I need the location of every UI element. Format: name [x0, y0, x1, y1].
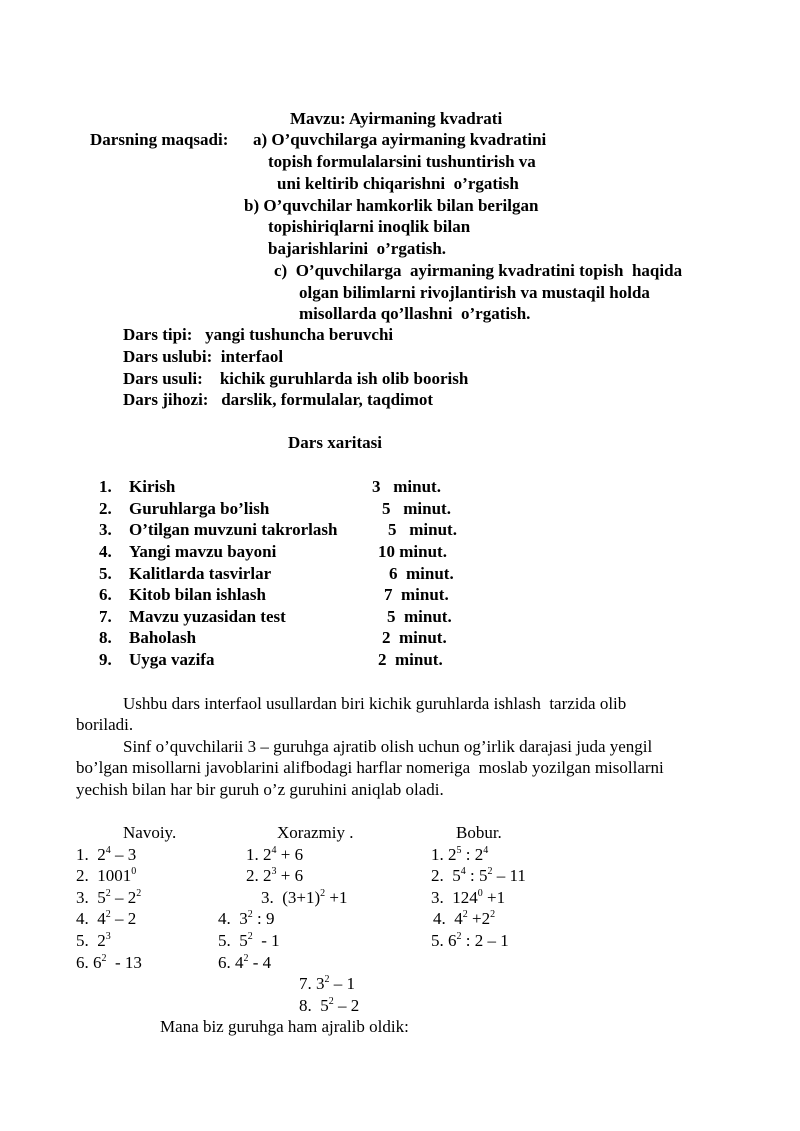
closing-line: Mana biz guruhga ham ajralib oldik:	[160, 1017, 409, 1036]
plan-item-num: 4.	[99, 542, 112, 561]
exercise: 2. 1001$^0$	[76, 866, 137, 885]
plan-item-label: O’tilgan muvzuni takrorlash	[129, 520, 338, 539]
goal-b-line-3: bajarishlarini o’rgatish.	[268, 239, 447, 258]
paragraph-2-line-3: yechish bilan har bir guruh o’z guruhini aniqlab oladi.	[76, 780, 444, 799]
goal-b-line-2: topishiriqlarni inoqlik bilan	[268, 217, 471, 236]
paragraph-1-line-2: boriladi.	[76, 715, 134, 734]
goal-c-line-2: olgan bilimlarni rivojlantirish va mustaqil holda	[299, 283, 650, 302]
plan-item-num: 2.	[99, 499, 112, 518]
exercise: 1. $2^4 + 6$	[246, 845, 304, 864]
lesson-method: Dars usuli: kichik guruhlarda ish olib boorish	[123, 369, 469, 388]
exercise: 1. $2^4 - 3$	[76, 845, 137, 864]
exercise: 6. $4^2 - 4$	[218, 953, 272, 972]
goal-b-line-1: b) O’quvchilar hamkorlik bilan berilgan	[244, 196, 539, 215]
plan-item-num: 1.	[99, 477, 112, 496]
plan-item-time: 2 minut.	[378, 650, 443, 669]
paragraph-2-line-1: Sinf o’quvchilarii 3 – guruhga ajratib olish uchun og’irlik darajasi juda yengil	[123, 737, 653, 756]
plan-item-label: Baholash	[129, 628, 197, 647]
plan-item-label: Guruhlarga bo’lish	[129, 499, 270, 518]
goal-c-line-3: misollarda qo’llashni o’rgatish.	[299, 304, 531, 323]
lesson-type: Dars tipi: yangi tushuncha beruvchi	[123, 325, 394, 344]
exercise: 6. $6^2 - 13$	[76, 953, 142, 972]
goal-c-line-1: c) O’quvchilarga ayirmaning kvadratini topish haqida	[274, 261, 683, 280]
plan-item-num: 9.	[99, 650, 112, 669]
plan-item-num: 5.	[99, 564, 112, 583]
plan-item-label: Kirish	[129, 477, 176, 496]
goal-a-line-2: topish formulalarsini tushuntirish va	[268, 152, 536, 171]
plan-item-label: Yangi mavzu bayoni	[129, 542, 277, 561]
plan-item-num: 3.	[99, 520, 112, 539]
exercise: 5. $6^2$ : 2 – 1	[431, 931, 509, 950]
plan-item-label: Uyga vazifa	[129, 650, 215, 669]
exercise: 7. $3^2 - 1$	[299, 974, 355, 993]
plan-item-num: 6.	[99, 585, 112, 604]
paragraph-2-line-2: bo’lgan misollarni javoblarini alifbodagi harflar nomeriga moslab yozilgan misollarni	[76, 758, 664, 777]
plan-item-time: 2 minut.	[382, 628, 447, 647]
topic-title: Mavzu: Ayirmaning kvadrati	[290, 109, 503, 128]
exercise: 3. $(3+1)^2 +1$	[261, 888, 348, 907]
exercise: 3. $5^2 - 2^2$	[76, 888, 142, 907]
plan-item-time: 3 minut.	[372, 477, 441, 496]
plan-item-time: 6 minut.	[389, 564, 454, 583]
plan-item-label: Kalitlarda tasvirlar	[129, 564, 272, 583]
exercise: 4. $4^2 +2^2$	[433, 909, 496, 928]
plan-title: Dars xaritasi	[288, 433, 382, 452]
plan-item-time: 5 minut.	[387, 607, 452, 626]
exercise: 3. $124^0 +1$	[431, 888, 506, 907]
plan-item-time: 5 minut.	[388, 520, 457, 539]
exercise: 5. $2^3$	[76, 931, 111, 950]
plan-item-label: Mavzu yuzasidan test	[129, 607, 286, 626]
goal-a-line-1: a) O’quvchilarga ayirmaning kvadratini	[253, 130, 547, 149]
exercise: 4. $3^2$ : 9	[218, 909, 275, 928]
plan-item-time: 7 minut.	[384, 585, 449, 604]
goal-a-line-3: uni keltirib chiqarishni o’rgatish	[277, 174, 519, 193]
exercise: 2. $2^3 + 6$	[246, 866, 304, 885]
lesson-style: Dars uslubi: interfaol	[123, 347, 284, 366]
plan-item-num: 7.	[99, 607, 112, 626]
group-xorazmiy-title: Xorazmiy .	[277, 823, 354, 842]
group-bobur-title: Bobur.	[456, 823, 502, 842]
group-navoiy-title: Navoiy.	[123, 823, 177, 842]
exercise: 8. $5^2 - 2$	[299, 996, 360, 1015]
exercise: 5. $5^2 - 1$	[218, 931, 280, 950]
paragraph-1-line-1: Ushbu dars interfaol usullardan biri kichik guruhlarda ishlash tarzida olib	[123, 694, 627, 713]
plan-item-time: 5 minut.	[382, 499, 451, 518]
exercise: 1. $2^5$ : $2^4$	[431, 845, 489, 864]
plan-item-num: 8.	[99, 628, 112, 647]
goal-label: Darsning maqsadi:	[90, 130, 229, 149]
exercise: 2. $5^4$ : $5^2 - 11$	[431, 866, 526, 885]
plan-item-time: 10 minut.	[378, 542, 447, 561]
exercise: 4. $4^2 - 2$	[76, 909, 137, 928]
plan-item-label: Kitob bilan ishlash	[129, 585, 267, 604]
lesson-equipment: Dars jihozi: darslik, formulalar, taqdimot	[123, 390, 434, 409]
